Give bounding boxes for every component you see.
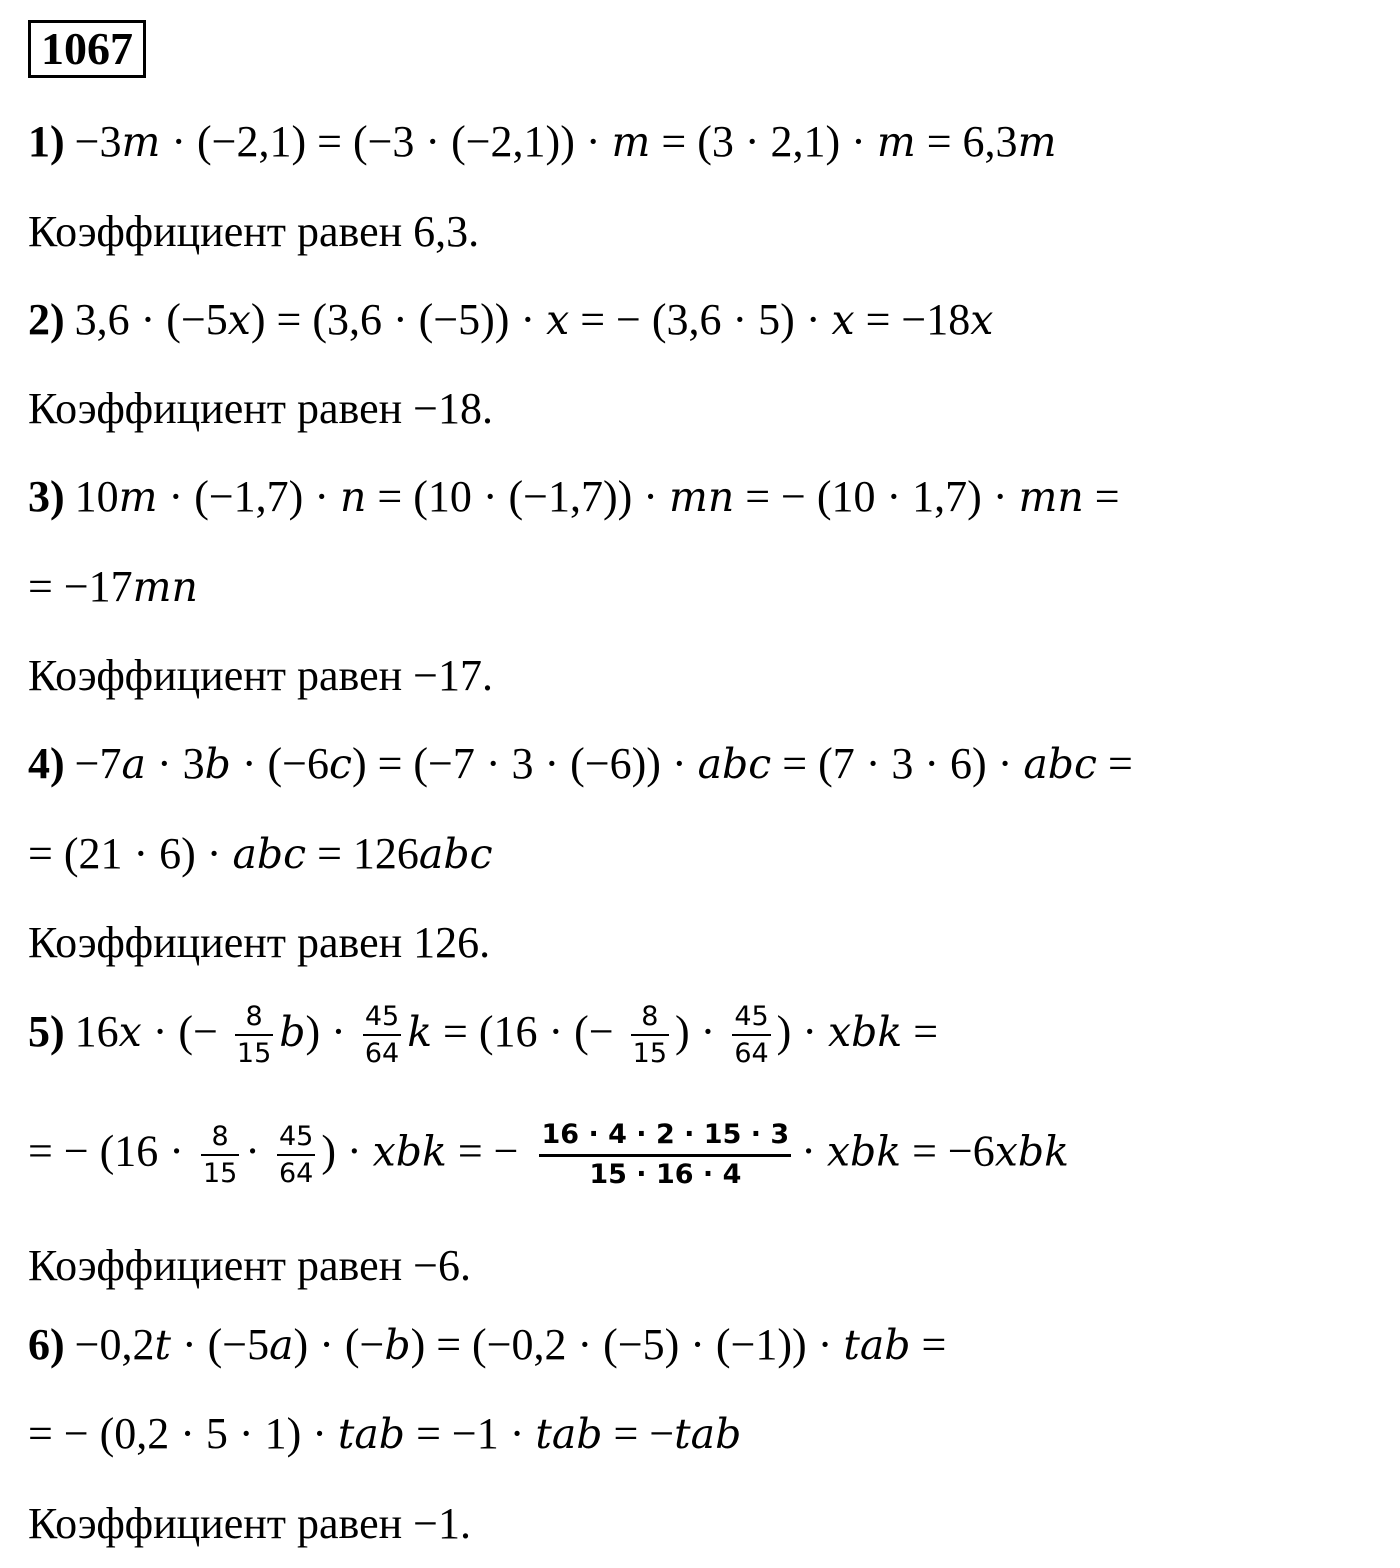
problem-number: 1067 <box>28 20 146 78</box>
fraction-45-64: $\frac{45}{64}$ <box>734 1001 769 1070</box>
item-label: 3) <box>28 472 65 521</box>
coefficient-text-3: Коэффициент равен −17. <box>28 651 493 700</box>
item-label: 6) <box>28 1320 65 1369</box>
fraction-8-15: $\frac{8}{15}$ <box>236 1001 272 1070</box>
item-label: 4) <box>28 739 65 788</box>
fraction-product: $\frac{16 \cdot 4 \cdot 2 \cdot 15 \cdot 3}{15 \cdot 16 \cdot 4}$ <box>541 1119 790 1191</box>
coefficient-text-5: Коэффициент равен −6. <box>28 1241 471 1290</box>
fraction-45-64: $\frac{45}{64}$ <box>364 1001 400 1070</box>
coefficient-text-1: Коэффициент равен 6,3. <box>28 207 480 256</box>
coefficient-text-4: Коэффициент равен 126. <box>28 918 491 967</box>
solution-1-line-1: 1) −3m · (−2,1) = (−3 · (−2,1)) · m = (3 · 2,1) · m = 6,3m <box>28 117 1057 166</box>
solution-6-line-1: 6) −0,2t · (−5a) · (−b) = (−0,2 · (−5) · (−1)) · tab = <box>28 1320 947 1369</box>
fraction-8-15: $\frac{8}{15}$ <box>202 1120 238 1189</box>
solution-4-line-2: = (21 · 6) · abc = 126abc <box>28 829 493 878</box>
coefficient-text-2: Коэффициент равен −18. <box>28 384 493 433</box>
solution-4-line-1: 4) −7a · 3b · (−6c) = (−7 · 3 · (−6)) · abc = (7 · 3 · 6) · abc = <box>28 739 1133 788</box>
solution-2-line-1: 2) 3,6 · (−5x) = (3,6 · (−5)) · x = − (3,6 · 5) · x = −18x <box>28 295 994 344</box>
fraction-8-15: $\frac{8}{15}$ <box>632 1001 667 1070</box>
solution-5-line-1: 5) 16x · (− $\frac{8}{15}$ b) · $\frac{45}{64}$ k = (16 · (− $\frac{8}{15}$ ) · $\frac{45}{64}$ ) · xbk = <box>28 1001 939 1070</box>
solution-6-line-2: = − (0,2 · 5 · 1) · tab = −1 · tab = −tab <box>28 1409 742 1458</box>
item-label: 5) <box>28 1006 65 1056</box>
item-label: 2) <box>28 295 65 344</box>
fraction-45-64: $\frac{45}{64}$ <box>278 1120 314 1189</box>
item-label: 1) <box>28 117 65 166</box>
solution-5-line-2: = − (16 · $\frac{8}{15}$ · $\frac{45}{64}$ ) · xbk = − $\frac{16 \cdot 4 \cdot 2 \cdot 15 \cdot 3}{15 \cdot 16 \cdot 4}$ · xbk = −6xbk <box>28 1119 1069 1191</box>
coefficient-text-6: Коэффициент равен −1. <box>28 1499 471 1548</box>
solution-3-line-2: = −17mn <box>28 562 198 611</box>
solution-3-line-1: 3) 10m · (−1,7) · n = (10 · (−1,7)) · mn = − (10 · 1,7) · mn = <box>28 472 1120 521</box>
